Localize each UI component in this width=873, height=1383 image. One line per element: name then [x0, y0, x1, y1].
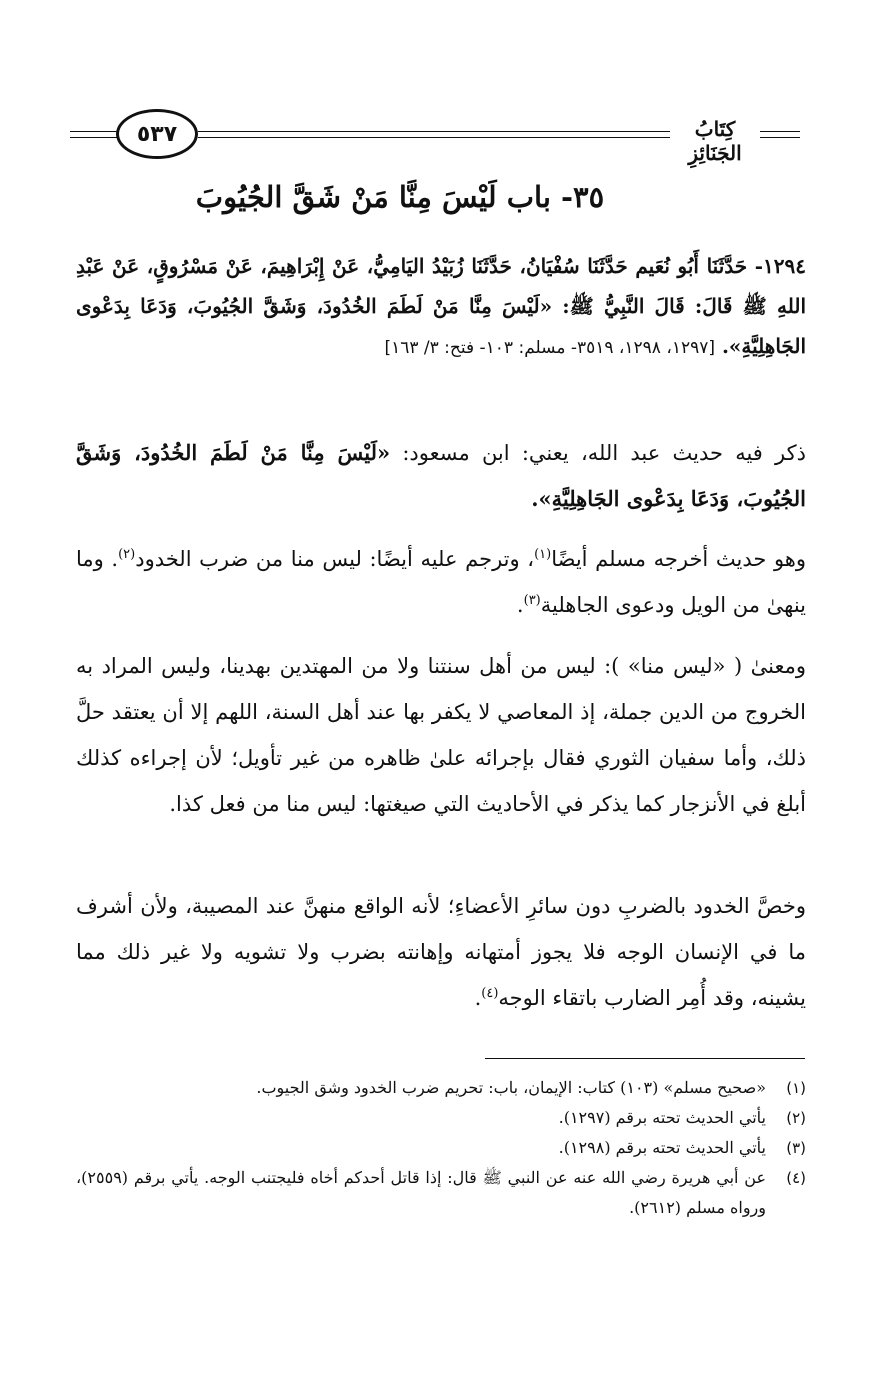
paragraph-text: ، وترجم عليه أيضًا: ليس منا من ضرب الخدود — [135, 547, 535, 571]
page-number-oval — [116, 109, 198, 159]
paragraph-text: . وما ينهىٰ من الويل ودعوى الجاهلية — [76, 547, 806, 617]
header-rule — [70, 131, 120, 132]
paragraph — [76, 883, 806, 1021]
footnote-number: (١) — [786, 1079, 806, 1097]
paragraph — [76, 430, 806, 522]
footnote-ref[interactable]: (١) — [534, 547, 552, 562]
page-number: ٥٣٧ — [136, 121, 178, 147]
footnote-item — [76, 1103, 806, 1133]
paragraph-text: وهو حديث أخرجه مسلم أيضًا — [551, 547, 807, 571]
footnotes — [76, 1073, 806, 1223]
paragraph-text: . — [474, 986, 482, 1010]
header-rule — [760, 131, 800, 132]
footnote-ref[interactable]: (٤) — [481, 986, 499, 1001]
footnote-item — [76, 1073, 806, 1103]
footnote-item — [76, 1163, 806, 1223]
footnote-text: يأتي الحديث تحته برقم (١٢٩٨). — [558, 1138, 766, 1157]
footnote-text: يأتي الحديث تحته برقم (١٢٩٧). — [558, 1108, 766, 1127]
running-header — [70, 105, 800, 163]
header-rule — [198, 131, 678, 132]
hadith-text: ١٢٩٤- حَدَّثَنَا أَبُو نُعَيم حَدَّثَنَا سُفْيَانُ، حَدَّثَنَا زُبَيْدُ اليَامِيُّ، عَنْ إِبْرَاهِيمَ، عَنْ مَسْرُوقٍ، عَنْ عَبْدِ اللهِ ﷺ قَالَ: قَالَ النَّبِيُّ ﷺ: «لَيْسَ مِنَّا مَنْ لَطَمَ الخُدُودَ، وَشَقَّ الجُيُوبَ، وَدَعَا بِدَعْوى الجَاهِلِيَّةِ». — [76, 254, 807, 358]
hadith-block — [76, 246, 806, 368]
paragraph-text: وخصَّ الخدود بالضربِ دون سائرِ الأعضاءِ؛ لأنه الواقع منهنَّ عند المصيبة، ولأن أشرف ما في الإنسان الوجه فلا يجوز أمتهانه وإهانته بضرب ولا تشويه ولا غير ذلك مما يشينه، وقد أُمِر الضارب باتقاء الوجه — [76, 894, 806, 1010]
header-rule — [198, 137, 678, 138]
footnote-number: (٢) — [786, 1109, 806, 1127]
hadith-reference: [١٢٩٧، ١٢٩٨، ٣٥١٩- مسلم: ١٠٣- فتح: ٣/ ١٦٣] — [384, 338, 715, 358]
footnote-text: عن أبي هريرة رضي الله عنه عن النبي ﷺ قال: إذا قاتل أحدكم أخاه فليجتنب الوجه. يأتي برقم (٢٥٥٩)، ورواه مسلم (٢٦١٢). — [76, 1168, 766, 1217]
paragraph-text: ومعنىٰ ( «ليس منا» ): ليس من أهل سنتنا ولا من المهتدين بهدينا، وليس المراد به الخروج من الدين جملة، إذ المعاصي لا يكفر بها عند أهل السنة، اللهم إلا أن يعتقد حلَّ ذلك، وأما سفيان الثوري فقال بإجرائه علىٰ ظاهره من غير تأويل؛ لأن إجراءه كذلك أبلغ في الأنزجار كما يذكر في الأحاديث التي صيغتها: ليس منا من فعل كذا. — [76, 654, 806, 816]
running-title: كِتَابُ الجَنَائِزِ — [670, 117, 760, 165]
paragraph — [76, 536, 806, 628]
footnote-ref[interactable]: (٣) — [523, 593, 541, 608]
paragraph-text: . — [516, 593, 524, 617]
header-rule — [70, 137, 120, 138]
footnote-text: «صحيح مسلم» (١٠٣) كتاب: الإيمان، باب: تحريم ضرب الخدود وشق الجيوب. — [256, 1078, 766, 1097]
footnote-number: (٤) — [786, 1169, 806, 1187]
chapter-heading: ٣٥- باب لَيْسَ مِنَّا مَنْ شَقَّ الجُيُوبَ — [195, 180, 605, 214]
footnote-item — [76, 1133, 806, 1163]
header-rule — [760, 137, 800, 138]
paragraph — [76, 643, 806, 827]
hadith-quote: «لَيْسَ مِنَّا مَنْ لَطَمَ الخُدُودَ، وَشَقَّ الجُيُوبَ، وَدَعَا بِدَعْوى الجَاهِلِيَّةِ». — [76, 440, 806, 511]
footnote-number: (٣) — [786, 1139, 806, 1157]
footnote-ref[interactable]: (٢) — [118, 547, 136, 562]
footnote-separator — [485, 1058, 805, 1059]
paragraph-text: ذكر فيه حديث عبد الله، يعني: ابن مسعود: — [402, 441, 806, 465]
